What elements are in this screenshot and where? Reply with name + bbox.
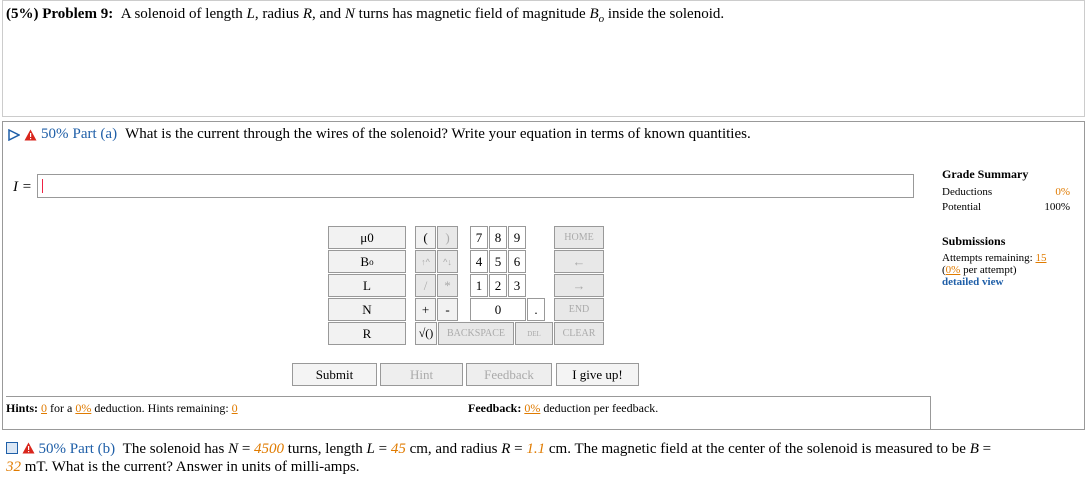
part-a-header [8, 126, 751, 143]
key-minus[interactable]: - [437, 298, 458, 321]
var-R: R [302, 6, 312, 22]
key-home[interactable]: HOME [554, 226, 604, 249]
key-del[interactable]: DEL [515, 322, 553, 345]
B-value: 32 [6, 459, 21, 475]
key-divide[interactable]: / [415, 274, 436, 297]
key-3[interactable]: 3 [508, 274, 526, 297]
detailed-view-link[interactable]: detailed view [942, 276, 1004, 288]
key-clear[interactable]: CLEAR [554, 322, 604, 345]
part-a-percent: 50% [41, 126, 69, 142]
key-close-paren[interactable]: ) [437, 226, 458, 249]
key-8[interactable]: 8 [489, 226, 507, 249]
part-b-text: turns, length [284, 441, 367, 457]
problem-text: A solenoid of length [120, 6, 247, 22]
submissions-title: Submissions [942, 234, 1006, 248]
var-B: B [969, 441, 979, 457]
equals: = [978, 441, 992, 457]
part-b-percent: 50% [38, 441, 66, 457]
key-9[interactable]: 9 [508, 226, 526, 249]
part-b-text: cm, and radius [405, 441, 502, 457]
text-caret [42, 179, 43, 193]
equals: = [510, 441, 527, 457]
part-b-text: cm. The magnetic field at the center of the solenoid is measured to be [545, 441, 970, 457]
key-4[interactable]: 4 [470, 250, 488, 273]
problem-text: , and [311, 6, 345, 22]
var-L: L [246, 6, 255, 22]
key-sub: o [369, 256, 374, 267]
key-0[interactable]: 0 [470, 298, 526, 321]
N-value: 4500 [254, 441, 285, 457]
R-value: 1.1 [526, 441, 546, 457]
key-multiply[interactable]: * [437, 274, 458, 297]
part-a-question: What is the current through the wires of the solenoid? Write your equation in terms of known quantities. [125, 126, 751, 142]
key-right-arrow[interactable]: → [554, 274, 604, 297]
collapse-icon[interactable] [6, 442, 18, 454]
var-N: N [344, 6, 355, 22]
hints-count: 0 [41, 401, 48, 415]
key-power-up[interactable]: ↑^ [415, 250, 436, 273]
part-b-text: mT. What is the current? Answer in units of milli-amps. [21, 459, 360, 475]
key-5[interactable]: 5 [489, 250, 507, 273]
part-b [6, 440, 1084, 476]
feedback-label: Feedback: [468, 401, 522, 415]
feedback-button[interactable]: Feedback [466, 363, 552, 386]
feedback-info [468, 401, 658, 416]
key-open-paren[interactable]: ( [415, 226, 436, 249]
divider [930, 396, 931, 430]
equals: = [374, 441, 391, 457]
feedback-text: deduction per feedback. [543, 401, 659, 415]
part-b-label: Part (b) [69, 441, 116, 457]
key-power-down[interactable]: ^↓ [437, 250, 458, 273]
var-R: R [501, 441, 511, 457]
potential-label: Potential [942, 201, 982, 213]
problem-weight: (5%) [6, 6, 39, 22]
var-L: L [366, 441, 375, 457]
var-N: N [228, 441, 239, 457]
var-B: B [589, 6, 599, 22]
key-left-arrow[interactable]: ← [554, 250, 604, 273]
hints-pct: 0% [75, 401, 92, 415]
potential-value: 100% [1044, 201, 1070, 213]
key-2[interactable]: 2 [489, 274, 507, 297]
hint-button[interactable]: Hint [380, 363, 463, 386]
divider [6, 396, 930, 397]
problem-statement [6, 6, 724, 25]
attempts-value: 15 [1035, 252, 1047, 264]
key-R[interactable]: R [328, 322, 406, 345]
equals: = [238, 441, 255, 457]
per-attempt-pct: 0% [945, 264, 961, 276]
key-mu0[interactable]: μ0 [328, 226, 406, 249]
key-end[interactable]: END [554, 298, 604, 321]
key-N[interactable]: N [328, 298, 406, 321]
hints-remaining: 0 [231, 401, 238, 415]
key-decimal[interactable]: . [527, 298, 545, 321]
give-up-button[interactable]: I give up! [556, 363, 639, 386]
key-7[interactable]: 7 [470, 226, 488, 249]
key-sqrt[interactable]: √() [415, 322, 437, 345]
grade-summary [942, 167, 1070, 216]
key-L[interactable]: L [328, 274, 406, 297]
feedback-pct: 0% [524, 401, 541, 415]
warning-icon [24, 129, 37, 141]
key-backspace[interactable]: BACKSPACE [438, 322, 514, 345]
submit-button[interactable]: Submit [292, 363, 377, 386]
var-B-sub: o [598, 13, 605, 25]
problem-label: Problem 9: [42, 6, 114, 22]
deductions-label: Deductions [942, 186, 993, 198]
part-b-text: The solenoid has [122, 441, 229, 457]
expand-arrow-icon[interactable] [8, 129, 20, 141]
problem-text: inside the solenoid. [604, 6, 725, 22]
part-a-label: Part (a) [72, 126, 118, 142]
deductions-value: 0% [1055, 186, 1070, 198]
key-1[interactable]: 1 [470, 274, 488, 297]
hints-label: Hints: [6, 401, 39, 415]
L-value: 45 [390, 441, 406, 457]
key-6[interactable]: 6 [508, 250, 526, 273]
answer-label: I = [13, 179, 32, 195]
hints-info [6, 401, 238, 416]
key-label: B [360, 253, 370, 269]
key-plus[interactable]: + [415, 298, 436, 321]
key-B[interactable] [328, 250, 406, 273]
per-attempt-label: per attempt) [963, 264, 1017, 276]
warning-icon [22, 442, 35, 454]
hints-text: for a [50, 401, 73, 415]
problem-text: , radius [254, 6, 303, 22]
answer-input[interactable] [37, 174, 914, 198]
attempts-label: Attempts remaining: [942, 252, 1033, 264]
grade-summary-title: Grade Summary [942, 167, 1029, 181]
problem-text: turns has magnetic field of magnitude [354, 6, 590, 22]
hints-text: deduction. Hints remaining: [94, 401, 229, 415]
submissions-panel: Submissions Attempts remaining: 15 (0% per attempt) detailed view [942, 234, 1072, 288]
